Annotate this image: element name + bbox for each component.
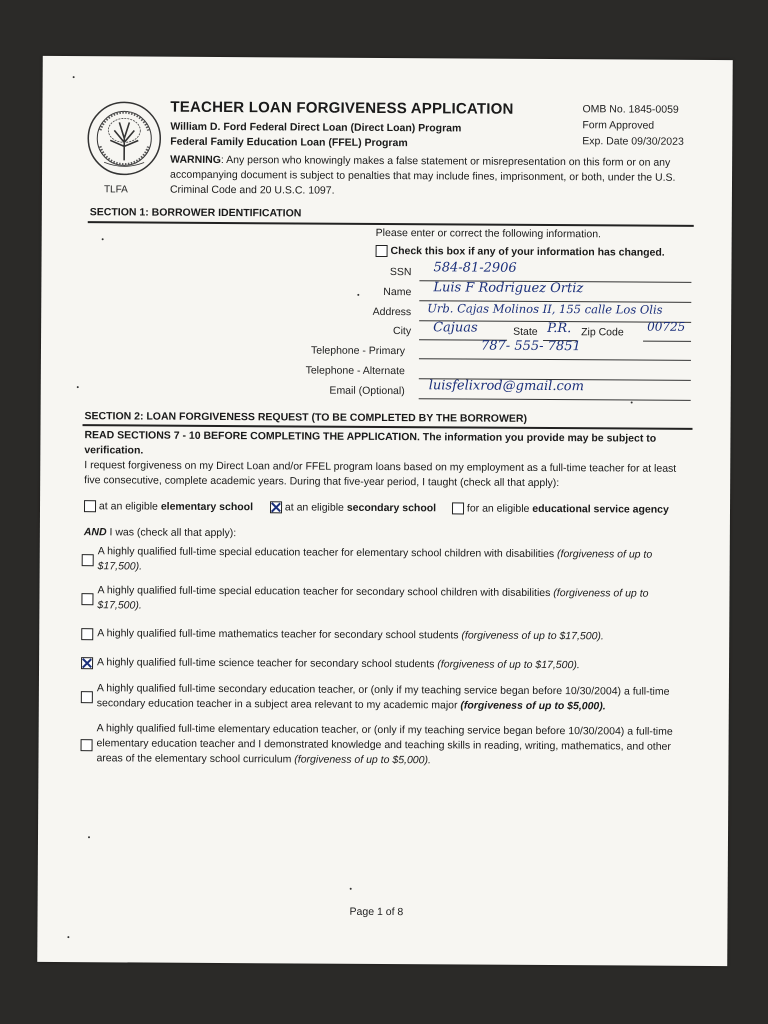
state-field[interactable]: P.R. — [547, 320, 572, 337]
page-number: Page 1 of 8 — [349, 905, 404, 919]
warning-label: WARNING — [170, 153, 221, 166]
and-text: I was (check all that apply): — [106, 526, 237, 540]
expiration-date: Exp. Date 09/30/2023 — [582, 135, 684, 148]
option-amount: (forgiveness of up to $17,500). — [437, 658, 580, 672]
name-field[interactable]: Luis F Rodriguez Ortiz — [433, 280, 584, 297]
email-line — [419, 398, 691, 401]
school-option-prefix: at an eligible — [284, 501, 347, 514]
option-amount: (forgiveness of up to $5,000). — [460, 699, 606, 713]
teacher-option-math[interactable] — [81, 626, 691, 645]
school-option-secondary[interactable] — [270, 500, 436, 516]
scan-speck — [73, 76, 75, 78]
teacher-option-secondary-general[interactable] — [81, 681, 691, 715]
teacher-option-text — [97, 655, 580, 673]
warning-notice — [170, 153, 690, 201]
email-field[interactable]: luisfelixrod@gmail.com — [428, 378, 584, 395]
option-description: A highly qualified full-time special education teacher for secondary school children with disabilities — [97, 584, 554, 600]
zip-field[interactable]: 00725 — [647, 319, 686, 334]
omb-block — [582, 101, 684, 150]
teacher-option-text — [98, 544, 692, 578]
section-1-instruction: Please enter or correct the following information. — [375, 226, 602, 241]
address-field[interactable]: Urb. Cajas Molinos II, 155 calle Los Olis — [427, 301, 663, 317]
program-subtitle-ffel: Federal Family Education Loan (FFEL) Program — [170, 135, 408, 150]
option-amount: (forgiveness of up to $5,000). — [294, 753, 431, 767]
option-description: A highly qualified full-time secondary education teacher, or (only if my teaching service began before 10/30/2004) a full-time secondary education teacher in a subject area relevant to my academic major — [96, 682, 670, 712]
option-amount: (forgiveness of up to $17,500). — [97, 587, 649, 612]
option-description: A highly qualified full-time mathematics teacher for secondary school students — [97, 627, 462, 642]
ssn-field[interactable]: 584-81-2906 — [433, 260, 517, 276]
section-1-heading: SECTION 1: BORROWER IDENTIFICATION — [89, 206, 302, 220]
option-description: A highly qualified full-time elementary education teacher, or (only if my teaching service began before 10/30/2004) a full-time elementary education teacher and I demonstrated knowledge and teaching skills in reading, writing, mathematics, and other areas of the elementary school curriculum — [96, 722, 673, 766]
info-changed-row[interactable] — [376, 244, 665, 261]
scan-speck — [357, 294, 359, 296]
phone-primary-field[interactable]: 787- 555- 7851 — [480, 338, 581, 355]
forgiveness-request-text: I request forgiveness on my Direct Loan and/or FFEL program loans based on my employment as a full-time teacher for at least five consecutive, complete academic years. During that five-year period, I taught (check all that apply): — [84, 459, 677, 490]
info-changed-checkbox[interactable] — [376, 245, 388, 257]
form-title: TEACHER LOAN FORGIVENESS APPLICATION — [170, 98, 514, 118]
form-approved: Form Approved — [582, 119, 655, 132]
math-teacher-checkbox[interactable] — [81, 628, 93, 640]
scan-speck — [77, 386, 79, 388]
scan-speck — [350, 888, 352, 890]
phone-primary-line — [419, 358, 691, 361]
scan-speck — [88, 836, 90, 838]
phone-primary-label: Telephone - Primary — [310, 344, 406, 358]
educational-service-agency-checkbox[interactable] — [452, 503, 464, 515]
secondary-school-label: secondary school — [346, 501, 437, 515]
scan-speck — [67, 936, 69, 938]
city-label: City — [392, 325, 412, 338]
zip-label: Zip Code — [581, 326, 624, 339]
secondary-teacher-checkbox[interactable] — [81, 691, 93, 703]
city-field[interactable]: Cajuas — [433, 320, 478, 336]
school-option-prefix: at an eligible — [98, 500, 161, 513]
form-page — [37, 56, 733, 966]
read-sections-notice: READ SECTIONS 7 - 10 BEFORE COMPLETING THE APPLICATION. The information you provide may be subject to verification. — [84, 429, 657, 457]
teacher-option-text — [97, 583, 691, 617]
and-instruction — [84, 525, 236, 541]
email-label: Email (Optional) — [329, 384, 405, 398]
school-option-prefix: for an eligible — [466, 502, 533, 515]
science-teacher-checkbox[interactable] — [81, 657, 93, 669]
teacher-option-sped-secondary[interactable] — [81, 583, 691, 617]
department-seal-icon — [86, 100, 162, 176]
zip-line — [643, 341, 691, 342]
option-description: A highly qualified full-time science teacher for secondary school students — [97, 656, 438, 671]
ssn-label: SSN — [389, 266, 412, 279]
teacher-option-text — [97, 626, 604, 644]
option-amount: (forgiveness of up to $17,500). — [461, 629, 604, 643]
form-code: TLFA — [103, 184, 128, 196]
omb-number: OMB No. 1845-0059 — [582, 103, 679, 116]
phone-alternate-label: Telephone - Alternate — [305, 364, 405, 378]
teacher-option-sped-elementary[interactable] — [82, 544, 692, 578]
educational-service-agency-label: educational service agency — [532, 502, 669, 516]
name-label: Name — [383, 285, 412, 299]
school-option-agency[interactable] — [452, 501, 669, 517]
school-option-elementary[interactable] — [84, 499, 253, 515]
info-changed-label: Check this box if any of your information has changed. — [390, 245, 665, 259]
program-subtitle-direct: William D. Ford Federal Direct Loan (Direct Loan) Program — [170, 120, 462, 135]
scan-speck — [102, 238, 104, 240]
state-label: State — [513, 325, 538, 338]
teacher-option-science[interactable] — [81, 655, 691, 674]
option-amount: (forgiveness of up to $17,500). — [97, 548, 653, 573]
secondary-school-checkbox[interactable] — [270, 502, 282, 514]
section-2-heading: SECTION 2: LOAN FORGIVENESS REQUEST (TO BE COMPLETED BY THE BORROWER) — [84, 410, 528, 425]
teacher-option-text — [96, 721, 690, 770]
teacher-option-elementary-general[interactable] — [80, 721, 690, 770]
sped-secondary-checkbox[interactable] — [81, 593, 93, 605]
warning-text: : Any person who knowingly makes a false statement or misrepresentation on this form or on any accompanying document is subject to penalties that may include fines, imprisonment, or both, under the U.S. Criminal Code and 20 U.S.C. 1097. — [169, 153, 676, 197]
teacher-option-text — [97, 681, 691, 715]
and-label: AND — [83, 526, 107, 539]
elementary-school-label: elementary school — [160, 500, 254, 514]
address-label: Address — [372, 305, 412, 319]
elementary-teacher-checkbox[interactable] — [81, 739, 93, 751]
option-description: A highly qualified full-time special education teacher for elementary school children with disabilities — [97, 545, 558, 561]
scan-speck — [631, 401, 633, 403]
sped-elementary-checkbox[interactable] — [82, 554, 94, 566]
elementary-school-checkbox[interactable] — [84, 500, 96, 512]
